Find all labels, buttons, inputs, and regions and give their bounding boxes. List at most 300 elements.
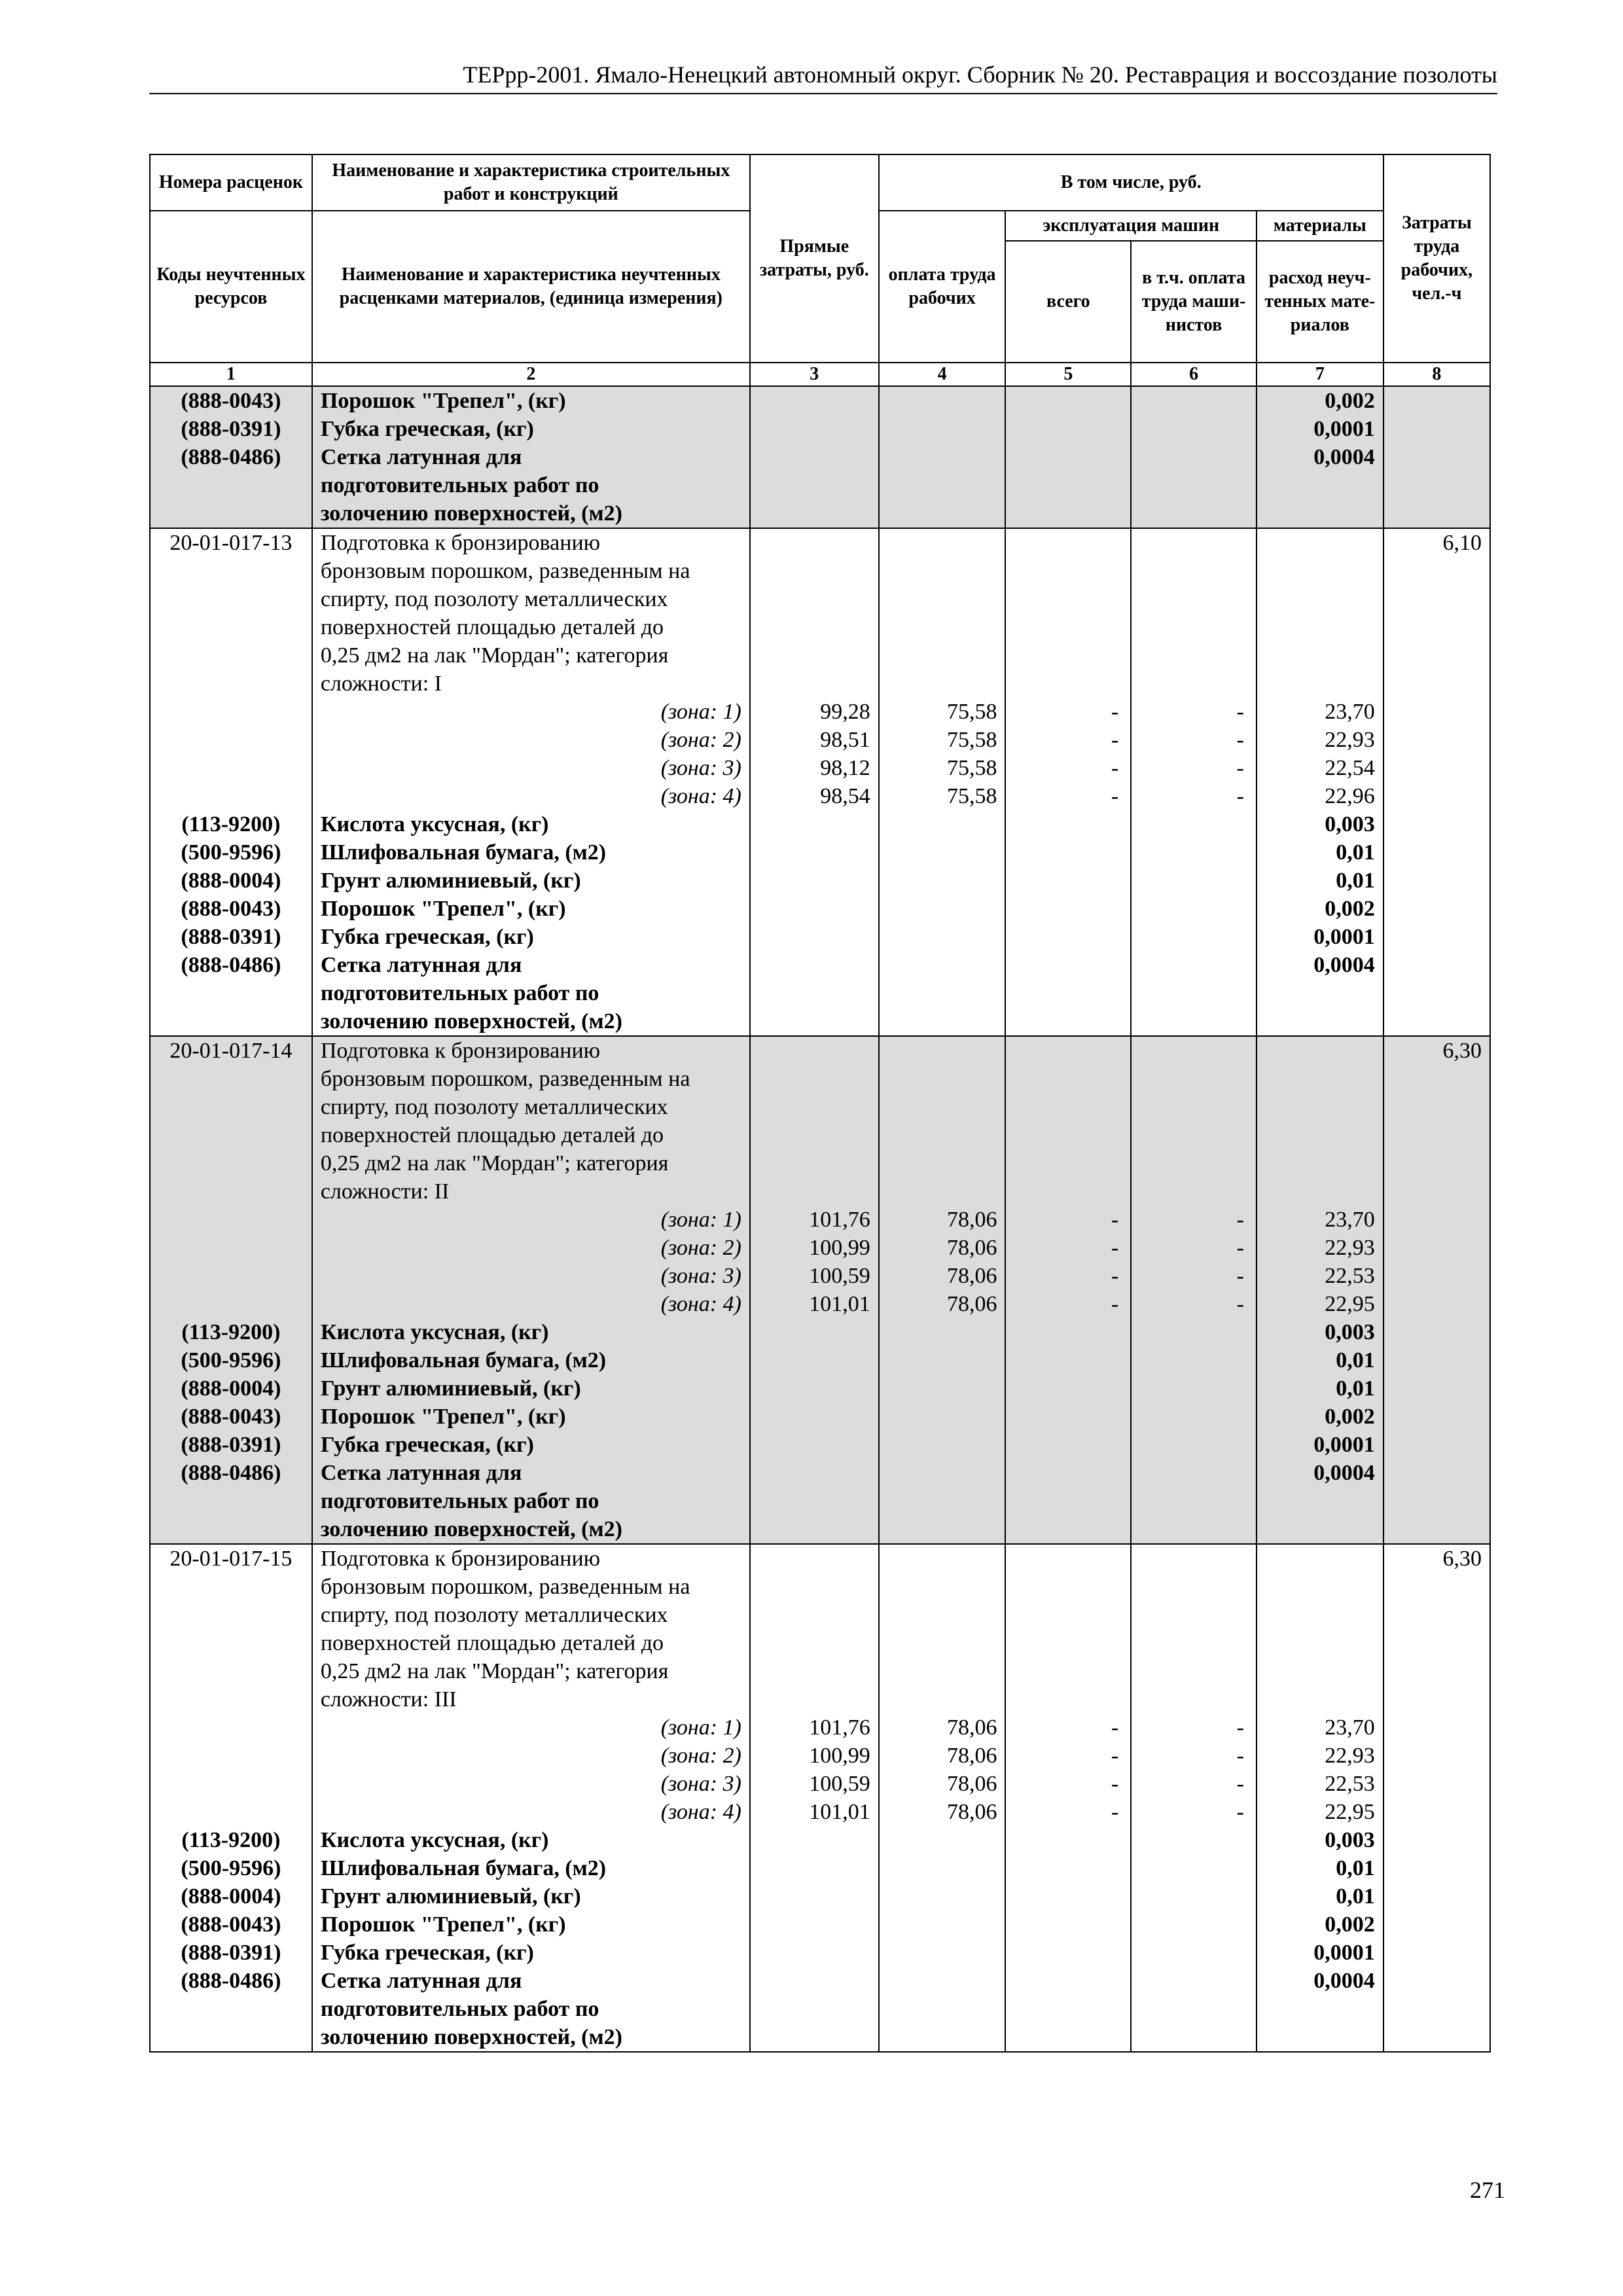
page-header: ТЕРрр-2001. Ямало-Ненецкий автономный округ. Сборник № 20. Реставрация и воссоздание позолоты <box>149 58 1497 94</box>
resource-name: золочению поверхностей, (м2) <box>320 501 622 526</box>
zone-labor-cost: 78,06 <box>946 1236 997 1260</box>
spacer <box>158 1601 304 1629</box>
spacer <box>158 1742 304 1770</box>
zone-machines: - <box>1111 1772 1119 1796</box>
zone-direct-cost: 98,54 <box>820 784 870 808</box>
spacer <box>1139 585 1248 613</box>
zone-materials: 22,96 <box>1325 784 1375 808</box>
resource-code: (888-0391) <box>181 417 281 441</box>
spacer <box>1265 1515 1375 1543</box>
resource-code: (888-0004) <box>181 1884 281 1909</box>
spacer <box>1014 1685 1122 1713</box>
table-header <box>150 154 1490 386</box>
zone-labor-cost: 78,06 <box>946 1744 997 1768</box>
spacer <box>1265 613 1375 641</box>
spacer <box>158 1798 304 1826</box>
zone-labor-cost: 75,58 <box>946 756 997 780</box>
spacer <box>1265 1037 1375 1065</box>
resource-quantity: 0,01 <box>1336 840 1375 865</box>
resource-name: Порошок "Трепел", (кг) <box>320 389 566 413</box>
zone-labor-cost: 75,58 <box>946 700 997 724</box>
resource-name: Губка греческая, (кг) <box>320 1941 534 1965</box>
zone-label: (зона: 3) <box>660 1264 741 1288</box>
spacer <box>1265 1093 1375 1121</box>
zone-label: (зона: 4) <box>660 784 741 808</box>
cell-direct <box>750 528 879 1036</box>
spacer <box>158 499 304 528</box>
zone-labor-cost: 78,06 <box>946 1292 997 1316</box>
spacer <box>887 1545 997 1573</box>
zone-direct-cost: 101,76 <box>809 1715 870 1740</box>
zone-machines: - <box>1111 1236 1119 1260</box>
zone-labor-cost: 78,06 <box>946 1208 997 1232</box>
spacer <box>1265 1601 1375 1629</box>
cell-labor <box>879 528 1006 1036</box>
spacer <box>158 782 304 810</box>
resource-code: (888-0043) <box>181 1912 281 1937</box>
rate-description: бронзовым порошком, разведенным на <box>320 559 690 583</box>
col-including: В том числе, руб. <box>879 154 1383 211</box>
resource-code: (888-0004) <box>181 869 281 893</box>
resource-name: подготовительных работ по <box>320 473 599 497</box>
cell-hours <box>1383 1544 1490 2052</box>
cell-name <box>312 528 750 1036</box>
cell-direct <box>750 1036 879 1544</box>
resource-code: (113-9200) <box>181 1320 281 1344</box>
rate-entry-row <box>150 1544 1490 2052</box>
spacer <box>1014 1601 1122 1629</box>
spacer <box>158 1007 304 1035</box>
resource-code: (888-0004) <box>181 1376 281 1401</box>
spacer <box>887 529 997 557</box>
rates-table <box>149 154 1491 2053</box>
spacer <box>1139 529 1248 557</box>
spacer <box>1265 1685 1375 1713</box>
zone-labor-cost: 75,58 <box>946 784 997 808</box>
spacer <box>1014 585 1122 613</box>
spacer <box>887 670 997 698</box>
zone-machines: - <box>1111 700 1119 724</box>
spacer <box>1014 670 1122 698</box>
spacer <box>758 529 870 557</box>
resource-quantity: 0,01 <box>1336 869 1375 893</box>
zone-label: (зона: 4) <box>660 1292 741 1316</box>
zone-machines: - <box>1111 1715 1119 1740</box>
spacer <box>1139 1093 1248 1121</box>
rate-description: Подготовка к бронзированию <box>320 531 601 555</box>
cell-machines <box>1005 1036 1131 1544</box>
spacer <box>1139 1121 1248 1149</box>
col-labor-cost-workers: оплата труда рабочих <box>879 211 1006 363</box>
resource-name: Сетка латунная для <box>320 1461 522 1485</box>
spacer <box>158 1657 304 1685</box>
spacer <box>1014 1545 1122 1573</box>
resource-name: Кислота уксусная, (кг) <box>320 812 549 836</box>
zone-machinists: - <box>1236 1772 1244 1796</box>
rate-description: бронзовым порошком, разведенным на <box>320 1067 690 1091</box>
col-machines-total: всего <box>1005 241 1131 363</box>
spacer <box>1265 471 1375 499</box>
labor-hours: 6,30 <box>1442 1039 1482 1063</box>
rate-description: 0,25 дм2 на лак "Мордан"; категория <box>320 1659 669 1683</box>
spacer <box>158 2023 304 2051</box>
cell-machines <box>1005 1544 1131 2052</box>
resource-quantity: 0,0004 <box>1313 1461 1375 1485</box>
zone-machines: - <box>1111 756 1119 780</box>
cell-machinists <box>1131 386 1257 528</box>
rate-description: поверхностей площадью деталей до <box>320 1631 664 1655</box>
col-unaccounted-materials: расход неуч-тенных мате-риалов <box>1257 241 1383 363</box>
cell-machinists <box>1131 1544 1257 2052</box>
cell-name <box>312 1036 750 1544</box>
resource-name: Кислота уксусная, (кг) <box>320 1320 549 1344</box>
cell-direct <box>750 386 879 528</box>
resource-code: (500-9596) <box>181 1856 281 1880</box>
cell-machines <box>1005 528 1131 1036</box>
resource-quantity: 0,01 <box>1336 1348 1375 1372</box>
spacer <box>158 979 304 1007</box>
spacer <box>1265 1545 1375 1573</box>
resource-quantity: 0,002 <box>1325 1405 1375 1429</box>
resource-name: Грунт алюминиевый, (кг) <box>320 1376 581 1401</box>
table-body <box>150 386 1490 2052</box>
zone-direct-cost: 101,01 <box>809 1800 870 1824</box>
spacer <box>887 1149 997 1177</box>
zone-machines: - <box>1111 784 1119 808</box>
spacer <box>1014 1149 1122 1177</box>
spacer <box>1265 1995 1375 2023</box>
spacer <box>158 726 304 754</box>
spacer <box>158 1121 304 1149</box>
spacer <box>758 1573 870 1601</box>
spacer <box>158 1685 304 1713</box>
spacer <box>1139 1657 1248 1685</box>
zone-label: (зона: 3) <box>660 1772 741 1796</box>
zone-label: (зона: 3) <box>660 756 741 780</box>
zone-materials: 22,53 <box>1325 1772 1375 1796</box>
resource-name: Сетка латунная для <box>320 1969 522 1993</box>
rate-description: бронзовым порошком, разведенным на <box>320 1575 690 1599</box>
spacer <box>887 1657 997 1685</box>
zone-materials: 22,95 <box>1325 1800 1375 1824</box>
col-direct-costs: Прямые затраты, руб. <box>750 154 879 363</box>
spacer <box>1139 1037 1248 1065</box>
col-rate-numbers: Номера расценок <box>150 154 312 211</box>
zone-machinists: - <box>1236 1264 1244 1288</box>
zone-materials: 23,70 <box>1325 1715 1375 1740</box>
zone-machines: - <box>1111 1292 1119 1316</box>
resource-name: Порошок "Трепел", (кг) <box>320 1912 566 1937</box>
cell-code <box>150 386 312 528</box>
spacer <box>1139 1601 1248 1629</box>
zone-direct-cost: 99,28 <box>820 700 870 724</box>
spacer <box>887 1177 997 1206</box>
zone-label: (зона: 4) <box>660 1800 741 1824</box>
spacer <box>158 471 304 499</box>
resource-quantity: 0,0001 <box>1313 1433 1375 1457</box>
spacer <box>158 1573 304 1601</box>
cell-machines <box>1005 386 1131 528</box>
zone-direct-cost: 100,59 <box>809 1264 870 1288</box>
zone-direct-cost: 98,12 <box>820 756 870 780</box>
spacer <box>1265 1487 1375 1515</box>
zone-materials: 22,93 <box>1325 1236 1375 1260</box>
resource-name: Губка греческая, (кг) <box>320 925 534 949</box>
cell-labor <box>879 1036 1006 1544</box>
spacer <box>1014 1657 1122 1685</box>
resource-code: (888-0486) <box>181 445 281 469</box>
resource-code: (888-0486) <box>181 1969 281 1993</box>
spacer <box>887 1037 997 1065</box>
zone-machinists: - <box>1236 700 1244 724</box>
spacer <box>1265 1007 1375 1035</box>
spacer <box>1014 1573 1122 1601</box>
cell-direct <box>750 1544 879 2052</box>
spacer <box>1139 670 1248 698</box>
rate-description: поверхностей площадью деталей до <box>320 615 664 639</box>
resource-quantity: 0,003 <box>1325 1320 1375 1344</box>
labor-hours: 6,10 <box>1442 531 1482 555</box>
spacer <box>1265 1065 1375 1093</box>
resource-name: подготовительных работ по <box>320 1489 599 1513</box>
spacer <box>758 1037 870 1065</box>
resource-quantity: 0,0004 <box>1313 445 1375 469</box>
zone-machines: - <box>1111 1264 1119 1288</box>
col-labor-hours: Затраты труда рабочих, чел.-ч <box>1383 154 1490 363</box>
resource-name: Сетка латунная для <box>320 953 522 977</box>
zone-materials: 23,70 <box>1325 1208 1375 1232</box>
spacer <box>158 1713 304 1742</box>
zone-materials: 23,70 <box>1325 700 1375 724</box>
resource-code: (888-0486) <box>181 953 281 977</box>
spacer <box>1139 1685 1248 1713</box>
spacer <box>1014 1093 1122 1121</box>
cell-hours <box>1383 1036 1490 1544</box>
spacer <box>758 1093 870 1121</box>
resource-quantity: 0,01 <box>1336 1376 1375 1401</box>
zone-machinists: - <box>1236 728 1244 752</box>
spacer <box>758 1149 870 1177</box>
col-number: 3 <box>750 363 879 386</box>
resource-quantity: 0,0004 <box>1313 1969 1375 1993</box>
spacer <box>758 1685 870 1713</box>
resource-name: Грунт алюминиевый, (кг) <box>320 1884 581 1909</box>
spacer <box>158 1177 304 1206</box>
spacer <box>1265 1573 1375 1601</box>
spacer <box>1265 499 1375 528</box>
zone-label: (зона: 2) <box>660 1236 741 1260</box>
spacer <box>1265 670 1375 698</box>
cell-code <box>150 1544 312 2052</box>
col-labor-machinists: в т.ч. оплата труда маши-нистов <box>1131 241 1257 363</box>
spacer <box>1265 1149 1375 1177</box>
cell-machinists <box>1131 528 1257 1036</box>
spacer <box>158 1770 304 1798</box>
resource-code: (888-0043) <box>181 389 281 413</box>
spacer <box>758 641 870 670</box>
spacer <box>158 1149 304 1177</box>
spacer <box>758 1177 870 1206</box>
spacer <box>158 1629 304 1657</box>
resource-quantity: 0,0001 <box>1313 925 1375 949</box>
cell-labor <box>879 1544 1006 2052</box>
zone-labor-cost: 78,06 <box>946 1800 997 1824</box>
resource-code: (500-9596) <box>181 840 281 865</box>
rate-description: поверхностей площадью деталей до <box>320 1123 664 1147</box>
zone-direct-cost: 101,76 <box>809 1208 870 1232</box>
zone-materials: 22,53 <box>1325 1264 1375 1288</box>
col-number: 8 <box>1383 363 1490 386</box>
col-name-bottom: Наименование и характеристика неучтенных расценками материалов, (единица измерения) <box>312 211 750 363</box>
spacer <box>1265 1629 1375 1657</box>
cell-name <box>312 386 750 528</box>
spacer <box>1265 2023 1375 2051</box>
rate-code: 20-01-017-13 <box>169 531 293 555</box>
zone-machinists: - <box>1236 1744 1244 1768</box>
column-numbers-row <box>150 363 1490 386</box>
cell-code <box>150 528 312 1036</box>
spacer <box>887 1065 997 1093</box>
rate-description: сложности: I <box>320 672 442 696</box>
rate-entry-row <box>150 1036 1490 1544</box>
resource-name: Губка греческая, (кг) <box>320 1433 534 1457</box>
zone-machinists: - <box>1236 1800 1244 1824</box>
resource-code: (500-9596) <box>181 1348 281 1372</box>
spacer <box>1265 1657 1375 1685</box>
rate-description: сложности: II <box>320 1179 450 1204</box>
resource-code: (888-0391) <box>181 1941 281 1965</box>
zone-materials: 22,93 <box>1325 1744 1375 1768</box>
spacer <box>1014 1065 1122 1093</box>
rate-description: Подготовка к бронзированию <box>320 1039 601 1063</box>
spacer <box>758 1065 870 1093</box>
spacer <box>158 1234 304 1262</box>
spacer <box>887 585 997 613</box>
col-materials: материалы <box>1257 211 1383 241</box>
resource-quantity: 0,0001 <box>1313 417 1375 441</box>
resource-code: (113-9200) <box>181 1828 281 1852</box>
zone-direct-cost: 98,51 <box>820 728 870 752</box>
zone-direct-cost: 100,99 <box>809 1236 870 1260</box>
spacer <box>887 557 997 585</box>
spacer <box>158 557 304 585</box>
spacer <box>158 1290 304 1318</box>
spacer <box>758 557 870 585</box>
spacer <box>1014 613 1122 641</box>
zone-labor-cost: 75,58 <box>946 728 997 752</box>
rate-description: сложности: III <box>320 1687 457 1712</box>
rate-description: спирту, под позолоту металлических <box>320 1095 668 1119</box>
spacer <box>158 641 304 670</box>
zone-materials: 22,93 <box>1325 728 1375 752</box>
resource-quantity: 0,002 <box>1325 389 1375 413</box>
spacer <box>158 613 304 641</box>
cell-materials <box>1257 1036 1383 1544</box>
zone-machinists: - <box>1236 1208 1244 1232</box>
cell-code <box>150 1036 312 1544</box>
spacer <box>1265 1121 1375 1149</box>
cell-hours <box>1383 528 1490 1036</box>
zone-machines: - <box>1111 1800 1119 1824</box>
col-number: 1 <box>150 363 312 386</box>
resource-quantity: 0,01 <box>1336 1884 1375 1909</box>
resource-name: Грунт алюминиевый, (кг) <box>320 869 581 893</box>
spacer <box>1139 613 1248 641</box>
resource-code: (888-0043) <box>181 897 281 921</box>
resource-code: (888-0391) <box>181 1433 281 1457</box>
zone-machinists: - <box>1236 784 1244 808</box>
col-number: 2 <box>312 363 750 386</box>
spacer <box>1014 1037 1122 1065</box>
spacer <box>158 585 304 613</box>
spacer <box>887 641 997 670</box>
zone-labor-cost: 78,06 <box>946 1772 997 1796</box>
spacer <box>1139 1065 1248 1093</box>
resource-quantity: 0,003 <box>1325 812 1375 836</box>
spacer <box>1014 1121 1122 1149</box>
spacer <box>158 1093 304 1121</box>
resource-code: (888-0043) <box>181 1405 281 1429</box>
resource-name: Шлифовальная бумага, (м2) <box>320 840 607 865</box>
cell-materials <box>1257 386 1383 528</box>
rate-code: 20-01-017-15 <box>169 1547 293 1571</box>
spacer <box>1139 641 1248 670</box>
page-number: 271 <box>1470 2177 1505 2203</box>
continuation-row <box>150 386 1490 528</box>
rate-description: 0,25 дм2 на лак "Мордан"; категория <box>320 643 669 668</box>
rate-description: Подготовка к бронзированию <box>320 1547 601 1571</box>
resource-name: подготовительных работ по <box>320 1997 599 2021</box>
zone-labor-cost: 78,06 <box>946 1264 997 1288</box>
resource-name: Порошок "Трепел", (кг) <box>320 1405 566 1429</box>
spacer <box>758 585 870 613</box>
col-machine-operation: эксплуатация машин <box>1005 211 1256 241</box>
resource-name: золочению поверхностей, (м2) <box>320 2025 622 2049</box>
spacer <box>887 1601 997 1629</box>
zone-direct-cost: 100,59 <box>809 1772 870 1796</box>
resource-name: золочению поверхностей, (м2) <box>320 1517 622 1541</box>
rate-description: спирту, под позолоту металлических <box>320 1603 668 1627</box>
zone-machines: - <box>1111 1208 1119 1232</box>
spacer <box>1265 557 1375 585</box>
resource-quantity: 0,0004 <box>1313 953 1375 977</box>
rate-entry-row <box>150 528 1490 1036</box>
zone-label: (зона: 2) <box>660 1744 741 1768</box>
spacer <box>1139 1177 1248 1206</box>
resource-name: Сетка латунная для <box>320 445 522 469</box>
resource-quantity: 0,003 <box>1325 1828 1375 1852</box>
spacer <box>1265 1177 1375 1206</box>
spacer <box>1139 557 1248 585</box>
zone-machinists: - <box>1236 1292 1244 1316</box>
zone-materials: 22,54 <box>1325 756 1375 780</box>
spacer <box>158 698 304 726</box>
spacer <box>1014 1177 1122 1206</box>
zone-direct-cost: 101,01 <box>809 1292 870 1316</box>
col-number: 6 <box>1131 363 1257 386</box>
resource-name: Порошок "Трепел", (кг) <box>320 897 566 921</box>
cell-labor <box>879 386 1006 528</box>
spacer <box>1139 1573 1248 1601</box>
zone-machinists: - <box>1236 756 1244 780</box>
spacer <box>758 1545 870 1573</box>
spacer <box>1014 529 1122 557</box>
col-number: 4 <box>879 363 1006 386</box>
col-number: 5 <box>1005 363 1131 386</box>
resource-quantity: 0,002 <box>1325 1912 1375 1937</box>
zone-labor-cost: 78,06 <box>946 1715 997 1740</box>
cell-materials <box>1257 528 1383 1036</box>
